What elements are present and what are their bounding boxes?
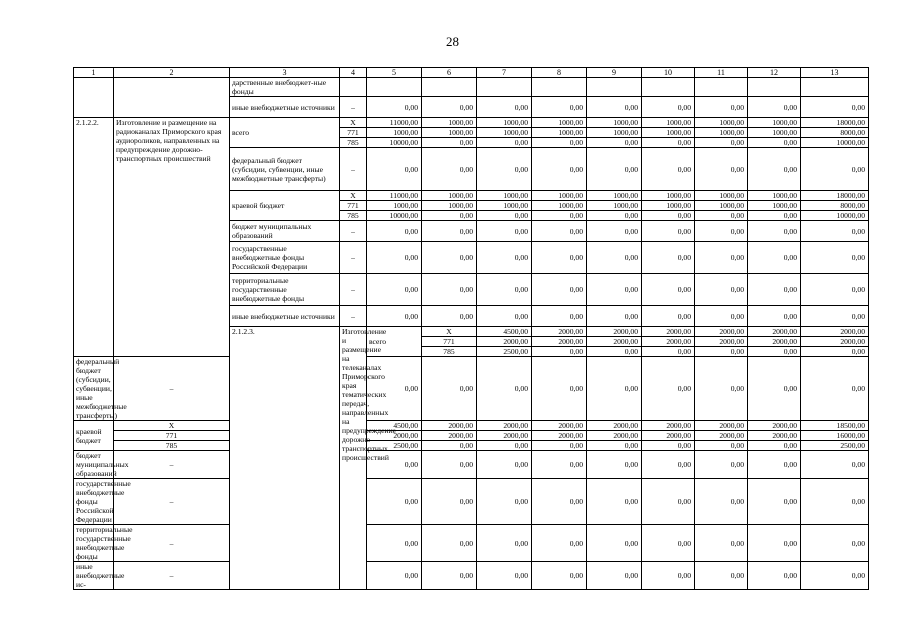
empty-cell <box>801 78 869 97</box>
value-cell: 0,00 <box>748 441 801 451</box>
value-cell: 18000,00 <box>801 191 869 201</box>
value-cell: 1000,00 <box>477 191 532 201</box>
section-code: 2.1.2.2. <box>74 118 114 357</box>
value-cell: 1000,00 <box>748 128 801 138</box>
category-dash: – <box>114 479 230 525</box>
value-cell: 0,00 <box>422 306 477 327</box>
value-cell: 0,00 <box>642 138 695 148</box>
value-cell: 0,00 <box>532 347 587 357</box>
value-cell: 18500,00 <box>801 421 869 431</box>
value-cell: 0,00 <box>367 306 422 327</box>
table-row <box>74 68 869 78</box>
value-cell: 2500,00 <box>801 441 869 451</box>
value-cell: 1000,00 <box>422 118 477 128</box>
value-cell: 0,00 <box>695 357 748 421</box>
value-cell: 0,00 <box>367 97 422 118</box>
value-cell: 2000,00 <box>695 327 748 337</box>
value-cell: 1000,00 <box>695 201 748 211</box>
value-cell: 0,00 <box>532 525 587 562</box>
value-cell: 0,00 <box>422 97 477 118</box>
source-label: федеральный бюджет (субсидии, субвенции, иные межбюджетные трансферты) <box>230 148 340 191</box>
value-cell: 1000,00 <box>642 118 695 128</box>
value-cell: 2000,00 <box>477 337 532 347</box>
value-cell: 0,00 <box>587 242 642 274</box>
value-cell: 1000,00 <box>642 128 695 138</box>
category-code: X <box>340 118 367 128</box>
value-cell: 0,00 <box>532 357 587 421</box>
value-cell: 2000,00 <box>422 431 477 441</box>
source-label: федеральный бюджет (субсидии, субвенции, иные межбюджетные трансферты) <box>74 357 114 421</box>
value-cell: 0,00 <box>801 274 869 306</box>
source-label: государственные внебюджетные фонды Российской Федерации <box>74 479 114 525</box>
value-cell: 0,00 <box>422 274 477 306</box>
category-dash: – <box>114 357 230 421</box>
value-cell: 0,00 <box>748 138 801 148</box>
value-cell: 0,00 <box>532 451 587 479</box>
source-label: краевой бюджет <box>230 191 340 221</box>
value-cell: 0,00 <box>367 221 422 242</box>
budget-table <box>73 67 869 590</box>
value-cell: 0,00 <box>642 148 695 191</box>
value-cell: 1000,00 <box>367 201 422 211</box>
value-cell: 0,00 <box>422 525 477 562</box>
value-cell: 11000,00 <box>367 191 422 201</box>
value-cell: 0,00 <box>748 451 801 479</box>
value-cell: 1000,00 <box>587 191 642 201</box>
value-cell: 0,00 <box>695 148 748 191</box>
column-header-3: 3 <box>230 68 340 78</box>
value-cell: 1000,00 <box>477 128 532 138</box>
table-row <box>74 431 869 441</box>
value-cell: 0,00 <box>532 562 587 590</box>
value-cell: 0,00 <box>801 525 869 562</box>
value-cell: 0,00 <box>477 221 532 242</box>
value-cell: 10000,00 <box>367 211 422 221</box>
value-cell: 0,00 <box>642 242 695 274</box>
value-cell: 0,00 <box>695 451 748 479</box>
value-cell: 1000,00 <box>422 201 477 211</box>
value-cell: 0,00 <box>695 97 748 118</box>
value-cell: 0,00 <box>695 221 748 242</box>
column-header-4: 4 <box>340 68 367 78</box>
value-cell: 0,00 <box>801 479 869 525</box>
value-cell: 1000,00 <box>642 201 695 211</box>
category-code: 771 <box>114 431 230 441</box>
value-cell: 0,00 <box>477 357 532 421</box>
value-cell: 1000,00 <box>422 191 477 201</box>
category-code: X <box>422 327 477 337</box>
table-row <box>74 562 869 590</box>
source-label: иные внебюджетные источники <box>230 97 340 118</box>
value-cell: 0,00 <box>532 221 587 242</box>
value-cell: 2000,00 <box>642 421 695 431</box>
value-cell: 1000,00 <box>477 118 532 128</box>
value-cell: 1000,00 <box>367 128 422 138</box>
value-cell: 0,00 <box>422 138 477 148</box>
value-cell: 0,00 <box>422 242 477 274</box>
category-code: 785 <box>340 211 367 221</box>
empty-cell <box>422 78 477 97</box>
page-number: 28 <box>446 34 459 49</box>
value-cell: 1000,00 <box>532 191 587 201</box>
value-cell: 0,00 <box>587 357 642 421</box>
value-cell: 1000,00 <box>748 118 801 128</box>
value-cell: 1000,00 <box>748 191 801 201</box>
value-cell: 0,00 <box>587 274 642 306</box>
column-header-1: 1 <box>74 68 114 78</box>
category-code: X <box>340 191 367 201</box>
value-cell: 0,00 <box>748 274 801 306</box>
value-cell: 0,00 <box>422 479 477 525</box>
section-code: 2.1.2.3. <box>230 327 340 590</box>
value-cell: 0,00 <box>532 479 587 525</box>
category-code: 785 <box>422 347 477 357</box>
value-cell: 2000,00 <box>587 421 642 431</box>
table-row <box>74 118 869 128</box>
value-cell: 0,00 <box>748 357 801 421</box>
value-cell: 0,00 <box>587 148 642 191</box>
empty-cell <box>477 78 532 97</box>
value-cell: 2000,00 <box>642 327 695 337</box>
category-dash: – <box>340 148 367 191</box>
value-cell: 0,00 <box>801 242 869 274</box>
value-cell: 2000,00 <box>587 431 642 441</box>
value-cell: 0,00 <box>477 441 532 451</box>
table-row <box>74 357 869 421</box>
empty-cell <box>587 78 642 97</box>
value-cell: 1000,00 <box>642 191 695 201</box>
value-cell: 2500,00 <box>477 347 532 357</box>
value-cell: 2500,00 <box>367 441 422 451</box>
value-cell: 0,00 <box>642 211 695 221</box>
value-cell: 0,00 <box>801 562 869 590</box>
value-cell: 0,00 <box>587 562 642 590</box>
value-cell: 0,00 <box>695 479 748 525</box>
value-cell: 2000,00 <box>477 421 532 431</box>
column-header-7: 7 <box>477 68 532 78</box>
source-label: территориальные государственные внебюджетные фонды <box>230 274 340 306</box>
value-cell: 0,00 <box>532 306 587 327</box>
value-cell: 16000,00 <box>801 431 869 441</box>
value-cell: 0,00 <box>695 306 748 327</box>
value-cell: 0,00 <box>695 274 748 306</box>
value-cell: 0,00 <box>477 138 532 148</box>
value-cell: 0,00 <box>587 525 642 562</box>
value-cell: 0,00 <box>587 479 642 525</box>
category-code: 785 <box>114 441 230 451</box>
section-title: Изготовление и размещение на телеканалах Приморского края тематических передач, направленных на предупреждение дорожно-транспортных происшествий <box>340 327 367 590</box>
value-cell: 0,00 <box>642 274 695 306</box>
column-header-13: 13 <box>801 68 869 78</box>
value-cell: 0,00 <box>587 211 642 221</box>
value-cell: 0,00 <box>748 148 801 191</box>
value-cell: 0,00 <box>801 306 869 327</box>
value-cell: 0,00 <box>532 441 587 451</box>
value-cell: 0,00 <box>367 242 422 274</box>
value-cell: 0,00 <box>642 525 695 562</box>
value-cell: 1000,00 <box>695 128 748 138</box>
value-cell: 1000,00 <box>532 118 587 128</box>
value-cell: 0,00 <box>801 97 869 118</box>
empty-cell <box>532 78 587 97</box>
column-header-8: 8 <box>532 68 587 78</box>
value-cell: 2000,00 <box>642 337 695 347</box>
value-cell: 2000,00 <box>748 337 801 347</box>
empty-cell <box>748 78 801 97</box>
value-cell: 1000,00 <box>477 201 532 211</box>
value-cell: 1000,00 <box>587 118 642 128</box>
column-header-9: 9 <box>587 68 642 78</box>
value-cell: 10000,00 <box>367 138 422 148</box>
category-dash: – <box>340 306 367 327</box>
value-cell: 0,00 <box>532 138 587 148</box>
empty-cell <box>367 78 422 97</box>
value-cell: 1000,00 <box>587 201 642 211</box>
value-cell: 2000,00 <box>695 337 748 347</box>
value-cell: 8000,00 <box>801 128 869 138</box>
category-dash: – <box>114 451 230 479</box>
source-label: иные внебюджетные источники <box>230 306 340 327</box>
value-cell: 0,00 <box>477 525 532 562</box>
value-cell: 2000,00 <box>422 421 477 431</box>
value-cell: 0,00 <box>748 347 801 357</box>
value-cell: 8000,00 <box>801 201 869 211</box>
value-cell: 0,00 <box>801 347 869 357</box>
category-dash: – <box>340 242 367 274</box>
column-header-5: 5 <box>367 68 422 78</box>
source-label: территориальные государственные внебюджетные фонды <box>74 525 114 562</box>
value-cell: 0,00 <box>801 221 869 242</box>
value-cell: 0,00 <box>748 306 801 327</box>
source-label: государственные внебюджетные фонды Российской Федерации <box>230 242 340 274</box>
value-cell: 0,00 <box>367 274 422 306</box>
value-cell: 10000,00 <box>801 211 869 221</box>
value-cell: 1000,00 <box>532 128 587 138</box>
value-cell: 0,00 <box>477 274 532 306</box>
value-cell: 0,00 <box>532 97 587 118</box>
category-dash: – <box>114 562 230 590</box>
empty-cell <box>695 78 748 97</box>
value-cell: 0,00 <box>477 211 532 221</box>
value-cell: 0,00 <box>748 479 801 525</box>
column-header-6: 6 <box>422 68 477 78</box>
source-label: бюджет муниципальных образований <box>74 451 114 479</box>
value-cell: 0,00 <box>422 148 477 191</box>
value-cell: 0,00 <box>477 148 532 191</box>
value-cell: 0,00 <box>587 451 642 479</box>
value-cell: 0,00 <box>532 148 587 191</box>
value-cell: 0,00 <box>695 441 748 451</box>
value-cell: 2000,00 <box>642 431 695 441</box>
value-cell: 0,00 <box>422 441 477 451</box>
value-cell: 0,00 <box>642 479 695 525</box>
category-dash: – <box>340 97 367 118</box>
value-cell: 10000,00 <box>801 138 869 148</box>
value-cell: 2000,00 <box>477 431 532 441</box>
source-label: всего <box>230 118 340 148</box>
value-cell: 2000,00 <box>587 327 642 337</box>
category-dash: – <box>340 274 367 306</box>
value-cell: 2000,00 <box>801 327 869 337</box>
value-cell: 0,00 <box>695 138 748 148</box>
value-cell: 2000,00 <box>748 327 801 337</box>
value-cell: 0,00 <box>532 274 587 306</box>
value-cell: 0,00 <box>642 441 695 451</box>
table-row <box>74 78 869 97</box>
value-cell: 1000,00 <box>748 201 801 211</box>
value-cell: 0,00 <box>587 306 642 327</box>
value-cell: 4500,00 <box>477 327 532 337</box>
value-cell: 0,00 <box>748 562 801 590</box>
value-cell: 1000,00 <box>695 191 748 201</box>
column-header-2: 2 <box>114 68 230 78</box>
value-cell: 11000,00 <box>367 118 422 128</box>
category-dash: – <box>340 221 367 242</box>
value-cell: 0,00 <box>367 148 422 191</box>
category-code: 771 <box>340 201 367 211</box>
value-cell: 18000,00 <box>801 118 869 128</box>
value-cell: 0,00 <box>422 211 477 221</box>
value-cell: 0,00 <box>477 306 532 327</box>
value-cell: 2000,00 <box>532 337 587 347</box>
empty-cell <box>340 78 367 97</box>
table-row <box>74 451 869 479</box>
category-code: 771 <box>340 128 367 138</box>
value-cell: 0,00 <box>695 242 748 274</box>
value-cell: 0,00 <box>695 562 748 590</box>
value-cell: 0,00 <box>642 451 695 479</box>
category-dash: – <box>114 525 230 562</box>
value-cell: 2000,00 <box>695 431 748 441</box>
value-cell: 0,00 <box>422 357 477 421</box>
value-cell: 0,00 <box>748 211 801 221</box>
value-cell: 0,00 <box>587 347 642 357</box>
value-cell: 0,00 <box>587 441 642 451</box>
value-cell: 2000,00 <box>367 431 422 441</box>
value-cell: 2000,00 <box>532 327 587 337</box>
table-row <box>74 525 869 562</box>
value-cell: 2000,00 <box>532 421 587 431</box>
table-row <box>74 441 869 451</box>
value-cell: 0,00 <box>748 221 801 242</box>
value-cell: 0,00 <box>587 97 642 118</box>
column-header-10: 10 <box>642 68 695 78</box>
value-cell: 0,00 <box>695 525 748 562</box>
value-cell: 0,00 <box>642 306 695 327</box>
value-cell: 0,00 <box>642 357 695 421</box>
value-cell: 1000,00 <box>422 128 477 138</box>
value-cell: 0,00 <box>801 357 869 421</box>
value-cell: 1000,00 <box>695 118 748 128</box>
table-row <box>74 479 869 525</box>
code-cell-empty <box>74 78 114 118</box>
value-cell: 1000,00 <box>587 128 642 138</box>
table-row <box>74 421 869 431</box>
category-code: 785 <box>340 138 367 148</box>
value-cell: 0,00 <box>477 242 532 274</box>
value-cell: 0,00 <box>642 97 695 118</box>
value-cell: 0,00 <box>477 562 532 590</box>
value-cell: 0,00 <box>695 211 748 221</box>
category-code: X <box>114 421 230 431</box>
value-cell: 0,00 <box>367 357 422 421</box>
value-cell: 2000,00 <box>748 421 801 431</box>
value-cell: 0,00 <box>367 451 422 479</box>
value-cell: 0,00 <box>695 347 748 357</box>
value-cell: 0,00 <box>748 242 801 274</box>
value-cell: 0,00 <box>422 562 477 590</box>
value-cell: 0,00 <box>367 525 422 562</box>
source-label: краевой бюджет <box>74 421 114 451</box>
source-label: иные внебюджетные ис- <box>74 562 114 590</box>
value-cell: 0,00 <box>367 562 422 590</box>
value-cell: 0,00 <box>532 242 587 274</box>
value-cell: 2000,00 <box>695 421 748 431</box>
value-cell: 2000,00 <box>748 431 801 441</box>
category-code: 771 <box>422 337 477 347</box>
source-label: дарственные внебюджет-ные фонды <box>230 78 340 97</box>
value-cell: 0,00 <box>642 221 695 242</box>
column-header-12: 12 <box>748 68 801 78</box>
value-cell: 0,00 <box>587 221 642 242</box>
value-cell: 2000,00 <box>801 337 869 347</box>
value-cell: 0,00 <box>422 221 477 242</box>
value-cell: 0,00 <box>532 211 587 221</box>
value-cell: 0,00 <box>422 451 477 479</box>
value-cell: 0,00 <box>367 479 422 525</box>
value-cell: 4500,00 <box>367 421 422 431</box>
column-header-11: 11 <box>695 68 748 78</box>
value-cell: 0,00 <box>477 97 532 118</box>
value-cell: 0,00 <box>801 451 869 479</box>
value-cell: 0,00 <box>477 451 532 479</box>
value-cell: 0,00 <box>587 138 642 148</box>
value-cell: 0,00 <box>477 479 532 525</box>
value-cell: 2000,00 <box>532 431 587 441</box>
value-cell: 0,00 <box>748 97 801 118</box>
value-cell: 2000,00 <box>587 337 642 347</box>
value-cell: 1000,00 <box>532 201 587 211</box>
empty-cell <box>642 78 695 97</box>
value-cell: 0,00 <box>642 562 695 590</box>
section-title: Изготовление и размещение на радиоканалах Приморского края аудиороликов, направленных на предупреждение дорожно-транспортных происшествий <box>114 118 230 357</box>
value-cell: 0,00 <box>642 347 695 357</box>
source-label: всего <box>367 327 422 357</box>
value-cell: 0,00 <box>801 148 869 191</box>
source-label: бюджет муниципальных образований <box>230 221 340 242</box>
value-cell: 0,00 <box>748 525 801 562</box>
description-cell-empty <box>114 78 230 118</box>
